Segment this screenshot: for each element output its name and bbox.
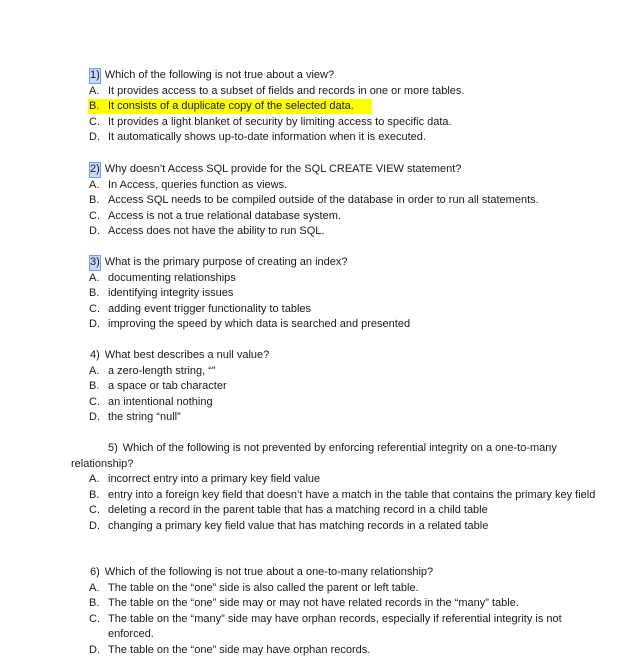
answer-option [0,317,641,333]
answer-option [0,302,641,318]
option-letter: B. [89,380,100,392]
answer-option [0,130,641,146]
answer-option [0,472,641,488]
answer-option [0,286,641,302]
answer-option-highlighted [0,99,641,115]
option-letter: A. [89,84,100,97]
question-number: 2) [89,162,101,178]
option-text: documenting relationships [108,271,236,284]
question-stem [0,565,641,581]
question-text: Which of the following is not true about a one-to-many relationship? [104,566,434,578]
option-letter: A. [89,473,100,485]
option-text: improving the speed by which data is searched and presented [108,318,411,330]
option-text: the string “null” [108,411,181,423]
option-text: entry into a foreign key field that doesn’t have a match in the table that contains the primary key field [108,488,596,501]
option-text: an intentional nothing [108,395,213,408]
question-number: 3) [89,255,101,271]
option-letter: C. [89,115,100,128]
option-letter: D. [89,519,100,532]
answer-option [0,209,641,225]
option-text: It provides access to a subset of fields and records in one or more tables. [108,84,465,97]
question-stem [0,162,641,178]
option-letter: D. [89,225,100,237]
option-text: The table on the “one” side may or may not have related records in the “many” table. [108,597,519,609]
option-letter: D. [89,318,100,330]
question-5 [0,441,641,534]
option-letter: B. [89,287,100,299]
answer-option [0,643,641,659]
question-number: 6) [90,566,100,578]
question-number: 1) [89,68,101,84]
question-2 [0,162,641,240]
option-text: incorrect entry into a primary key field value [108,473,321,485]
option-letter: A. [89,271,100,284]
question-text: Which of the following is not true about a view? [104,69,335,81]
option-letter: B. [89,597,100,609]
question-4 [0,348,641,426]
option-text: Access SQL needs to be compiled outside of the database in order to run all statements. [108,194,539,206]
question-stem [0,255,641,271]
option-text: identifying integrity issues [108,287,234,299]
option-text: Access is not a true relational database system. [108,209,341,222]
answer-option [0,364,641,380]
option-letter: C. [89,302,100,315]
option-letter: C. [89,612,100,625]
question-text: What best describes a null value? [104,349,270,361]
question-1 [0,68,641,146]
answer-option [0,395,641,411]
question-6 [0,565,641,658]
option-letter: B. [89,488,100,501]
option-letter: C. [89,209,100,222]
option-text: The table on the “one” side may have orphan records. [108,643,371,656]
question-number: 4) [90,349,100,361]
option-letter: A. [89,178,100,191]
option-text: Access does not have the ability to run SQL. [108,225,325,237]
answer-option [0,271,641,287]
option-text: deleting a record in the parent table that has a matching record in a child table [108,504,488,516]
question-3 [0,255,641,333]
option-text: It consists of a duplicate copy of the selected data. [108,100,354,112]
option-letter: C. [89,504,100,516]
option-text: In Access, queries function as views. [108,178,288,191]
answer-option [0,503,641,519]
option-letter: D. [89,411,100,423]
option-text: adding event trigger functionality to tables [108,302,312,315]
option-text: changing a primary key field value that has matching records in a related table [108,519,489,532]
question-stem [0,348,641,364]
option-letter: C. [89,395,100,408]
option-text: The table on the “one” side is also called the parent or left table. [108,581,419,594]
option-letter: D. [89,643,100,656]
answer-option [0,596,641,612]
option-text: It automatically shows up-to-date information when it is executed. [108,131,426,143]
answer-option [0,84,641,100]
option-letter: A. [89,581,100,594]
option-letter: D. [89,131,100,143]
answer-option [0,488,641,504]
answer-option [0,193,641,209]
option-letter: B. [89,194,100,206]
option-text: a space or tab character [108,380,227,392]
question-number: 5) [108,442,118,454]
answer-option [0,581,641,597]
question-stem [0,441,641,472]
answer-option [0,410,641,426]
answer-option [0,379,641,395]
question-text: Which of the following is not prevented by enforcing referential integrity on a one-to-many relationship? [71,442,557,470]
option-text: The table on the “many” side may have orphan records, especially if referential integrity is not enforced. [108,612,562,640]
answer-option [0,178,641,194]
question-text: What is the primary purpose of creating an index? [104,256,348,268]
answer-option [0,519,641,535]
option-letter: A. [89,364,100,377]
answer-option [0,224,641,240]
answer-option [0,612,641,643]
option-letter: B. [89,100,100,112]
option-text: It provides a light blanket of security by limiting access to specific data. [108,115,452,128]
option-text: a zero-length string, “” [108,364,216,377]
answer-option [0,115,641,131]
question-stem [0,68,641,84]
question-text: Why doesn’t Access SQL provide for the SQL CREATE VIEW statement? [104,163,462,175]
